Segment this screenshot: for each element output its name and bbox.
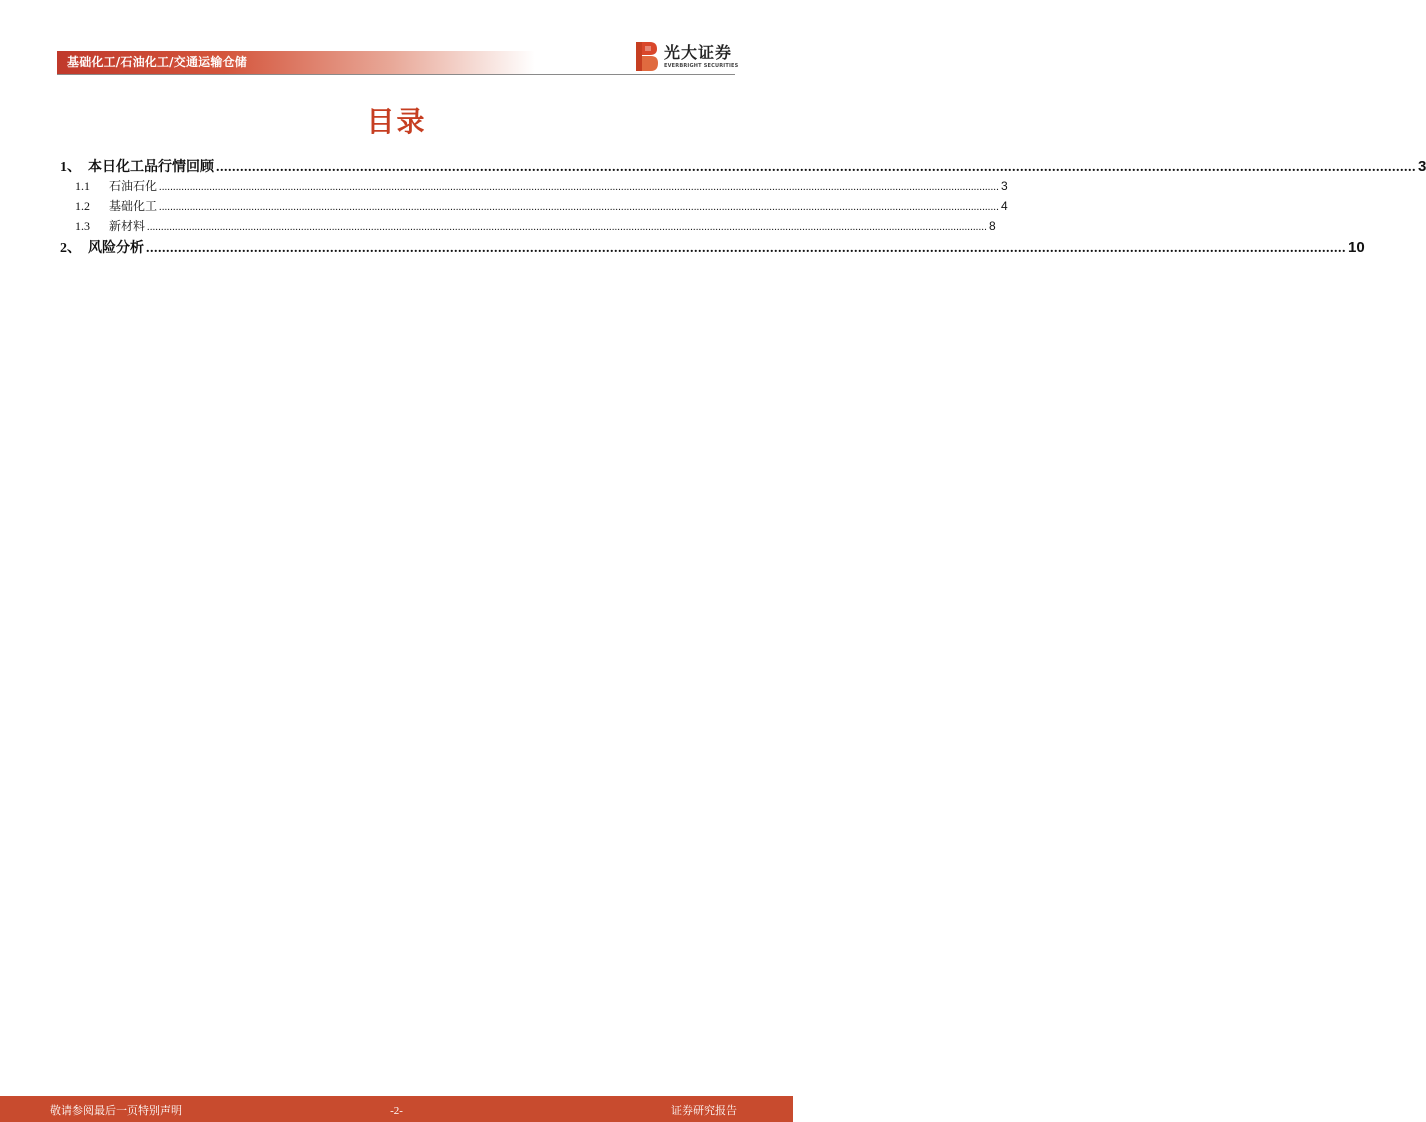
toc-entry[interactable] (58, 237, 1365, 258)
toc-entry-number: 1.3 (75, 219, 90, 233)
toc-entry-label: 基础化工 (109, 199, 158, 213)
toc-entry-number: 2、 (60, 241, 81, 256)
toc-leader-dots: ............................................................................................................................................................................................................................................................................................................ (216, 160, 1416, 175)
toc-entry-page: 3 (1418, 158, 1426, 175)
footer-report-type: 证券研究报告 (671, 1104, 737, 1117)
footer-page-number: -2- (390, 1105, 403, 1117)
footer-disclaimer: 敬请参阅最后一页特别声明 (50, 1104, 182, 1117)
toc-entry[interactable] (58, 177, 1008, 197)
toc-entry-page: 4 (1001, 199, 1008, 213)
report-category: 基础化工/石油化工/交通运输仓储 (67, 55, 247, 69)
toc-entry-label: 风险分析 (88, 240, 144, 256)
table-of-contents (58, 156, 1426, 258)
toc-leader-dots: ............................................................................................................................................................................................................................................................................................................ (146, 241, 1346, 256)
header-divider (57, 74, 735, 75)
everbright-logo-icon (636, 42, 658, 71)
toc-entry-label: 本日化工品行情回顾 (88, 159, 214, 175)
logo-text-cn: 光大证券 (664, 43, 733, 62)
toc-entry-label: 新材料 (109, 219, 146, 233)
toc-entry-number: 1.2 (75, 199, 90, 213)
toc-entry[interactable] (58, 197, 1008, 217)
toc-entry-number: 1、 (60, 160, 81, 175)
toc-leader-dots: ............................................................................................................................................................................................................................................................................................................ (159, 182, 1000, 193)
toc-title: 目录 (366, 105, 427, 138)
toc-entry-number: 1.1 (75, 179, 90, 193)
logo-text-en: EVERBRIGHT SECURITIES (664, 63, 739, 69)
toc-entry[interactable] (58, 217, 996, 237)
page-footer (0, 1096, 793, 1122)
toc-entry-page: 3 (1001, 179, 1008, 193)
toc-entry[interactable] (58, 156, 1426, 177)
toc-entry-page: 8 (989, 219, 996, 233)
toc-entry-page: 10 (1348, 239, 1365, 256)
toc-leader-dots: ............................................................................................................................................................................................................................................................................................................ (147, 222, 988, 233)
toc-leader-dots: ............................................................................................................................................................................................................................................................................................................ (159, 202, 1000, 213)
toc-entry-label: 石油石化 (109, 179, 158, 193)
